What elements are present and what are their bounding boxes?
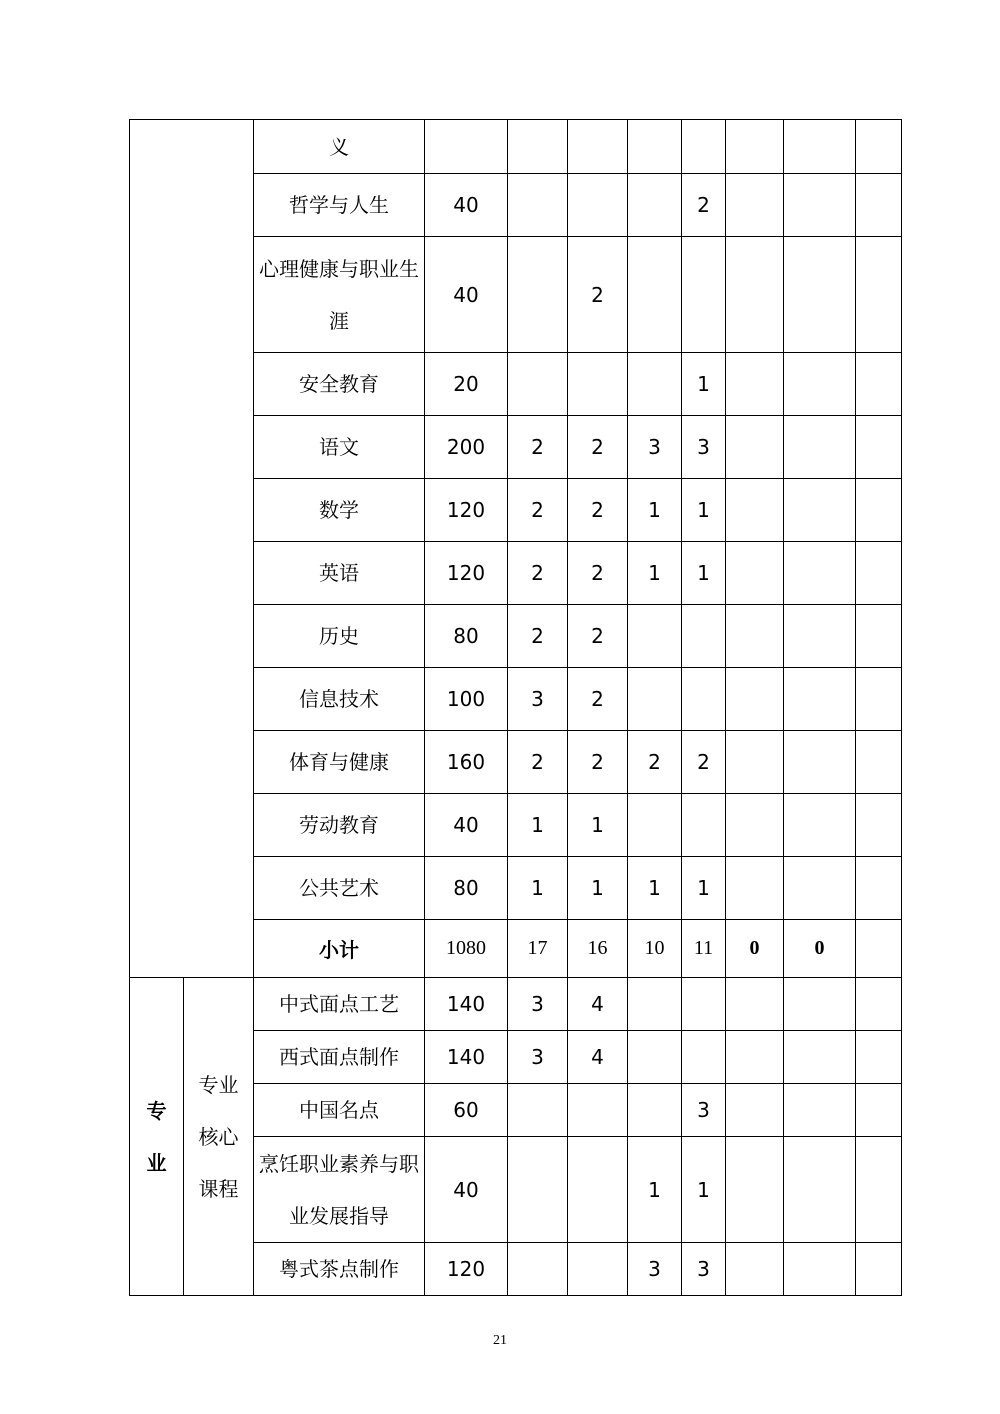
sem1-cell bbox=[508, 120, 568, 174]
sem7-cell bbox=[856, 1243, 902, 1296]
sem3-cell: 1 bbox=[628, 479, 682, 542]
hours-cell: 40 bbox=[425, 237, 508, 353]
subcategory-line: 专业 bbox=[198, 1072, 239, 1097]
subtotal-sem4: 11 bbox=[682, 920, 726, 978]
sem3-cell bbox=[628, 120, 682, 174]
sem1-cell: 2 bbox=[508, 542, 568, 605]
course-name: 语文 bbox=[254, 416, 425, 479]
course-name: 心理健康与职业生涯 bbox=[254, 237, 425, 353]
hours-cell: 100 bbox=[425, 668, 508, 731]
hours-cell: 160 bbox=[425, 731, 508, 794]
sem5-cell bbox=[726, 237, 784, 353]
sem1-cell: 2 bbox=[508, 605, 568, 668]
sem4-cell bbox=[682, 978, 726, 1031]
sem3-cell: 1 bbox=[628, 542, 682, 605]
sem6-cell bbox=[784, 978, 856, 1031]
sem4-cell: 3 bbox=[682, 416, 726, 479]
sem7-cell bbox=[856, 857, 902, 920]
sem5-cell bbox=[726, 120, 784, 174]
sem5-cell bbox=[726, 353, 784, 416]
course-name: 劳动教育 bbox=[254, 794, 425, 857]
sem3-cell bbox=[628, 605, 682, 668]
sem3-cell bbox=[628, 174, 682, 237]
sem1-cell: 2 bbox=[508, 479, 568, 542]
sem3-cell bbox=[628, 1031, 682, 1084]
subcategory-line: 课程 bbox=[198, 1176, 239, 1201]
sem7-cell bbox=[856, 1031, 902, 1084]
sem7-cell bbox=[856, 668, 902, 731]
sem2-cell bbox=[568, 1137, 628, 1243]
sem3-cell: 2 bbox=[628, 731, 682, 794]
sem1-cell: 2 bbox=[508, 731, 568, 794]
course-name: 英语 bbox=[254, 542, 425, 605]
sem7-cell bbox=[856, 978, 902, 1031]
sem2-cell: 1 bbox=[568, 857, 628, 920]
sem6-cell bbox=[784, 1243, 856, 1296]
subtotal-hours: 1080 bbox=[425, 920, 508, 978]
sem2-cell: 2 bbox=[568, 668, 628, 731]
subtotal-sem1: 17 bbox=[508, 920, 568, 978]
sem2-cell: 2 bbox=[568, 479, 628, 542]
sem1-cell: 2 bbox=[508, 416, 568, 479]
category-cell-public bbox=[130, 120, 254, 978]
sem2-cell bbox=[568, 174, 628, 237]
sem2-cell bbox=[568, 120, 628, 174]
sem6-cell bbox=[784, 416, 856, 479]
sem4-cell: 2 bbox=[682, 174, 726, 237]
course-name: 西式面点制作 bbox=[254, 1031, 425, 1084]
sem1-cell bbox=[508, 174, 568, 237]
sem4-cell: 3 bbox=[682, 1243, 726, 1296]
sem5-cell bbox=[726, 731, 784, 794]
course-name: 体育与健康 bbox=[254, 731, 425, 794]
sem5-cell bbox=[726, 1031, 784, 1084]
sem3-cell bbox=[628, 237, 682, 353]
hours-cell: 80 bbox=[425, 857, 508, 920]
sem7-cell bbox=[856, 1084, 902, 1137]
course-name: 安全教育 bbox=[254, 353, 425, 416]
sem7-cell bbox=[856, 605, 902, 668]
sem3-cell bbox=[628, 794, 682, 857]
sem6-cell bbox=[784, 120, 856, 174]
sem2-cell: 2 bbox=[568, 237, 628, 353]
course-name: 信息技术 bbox=[254, 668, 425, 731]
sem1-cell: 1 bbox=[508, 857, 568, 920]
sem4-cell: 1 bbox=[682, 353, 726, 416]
sem2-cell: 2 bbox=[568, 731, 628, 794]
sem2-cell: 2 bbox=[568, 416, 628, 479]
sem4-cell bbox=[682, 668, 726, 731]
subtotal-sem7 bbox=[856, 920, 902, 978]
table-row bbox=[130, 120, 902, 174]
sem3-cell bbox=[628, 668, 682, 731]
course-name: 粤式茶点制作 bbox=[254, 1243, 425, 1296]
sem2-cell: 2 bbox=[568, 605, 628, 668]
course-name: 烹饪职业素养与职业发展指导 bbox=[254, 1137, 425, 1243]
hours-cell: 60 bbox=[425, 1084, 508, 1137]
sem7-cell bbox=[856, 1137, 902, 1243]
sem3-cell: 1 bbox=[628, 857, 682, 920]
sem3-cell: 3 bbox=[628, 416, 682, 479]
subtotal-sem6: 0 bbox=[784, 920, 856, 978]
sem4-cell bbox=[682, 794, 726, 857]
sem6-cell bbox=[784, 1031, 856, 1084]
course-name: 数学 bbox=[254, 479, 425, 542]
sem3-cell: 3 bbox=[628, 1243, 682, 1296]
subtotal-sem3: 10 bbox=[628, 920, 682, 978]
hours-cell: 140 bbox=[425, 1031, 508, 1084]
subtotal-sem2: 16 bbox=[568, 920, 628, 978]
sem1-cell bbox=[508, 353, 568, 416]
sem5-cell bbox=[726, 416, 784, 479]
sem2-cell: 1 bbox=[568, 794, 628, 857]
sem6-cell bbox=[784, 605, 856, 668]
sem6-cell bbox=[784, 1084, 856, 1137]
sem6-cell bbox=[784, 353, 856, 416]
hours-cell bbox=[425, 120, 508, 174]
hours-cell: 140 bbox=[425, 978, 508, 1031]
sem1-cell bbox=[508, 1243, 568, 1296]
sem7-cell bbox=[856, 120, 902, 174]
sem1-cell bbox=[508, 1137, 568, 1243]
category-char: 专 bbox=[146, 1098, 167, 1123]
course-name: 义 bbox=[254, 120, 425, 174]
course-name: 公共艺术 bbox=[254, 857, 425, 920]
sem4-cell bbox=[682, 237, 726, 353]
sem3-cell bbox=[628, 1084, 682, 1137]
sem4-cell: 1 bbox=[682, 542, 726, 605]
table-row bbox=[130, 978, 902, 1031]
sem3-cell bbox=[628, 353, 682, 416]
sem6-cell bbox=[784, 237, 856, 353]
sem7-cell bbox=[856, 794, 902, 857]
sem7-cell bbox=[856, 416, 902, 479]
hours-cell: 40 bbox=[425, 174, 508, 237]
sem7-cell bbox=[856, 237, 902, 353]
sem5-cell bbox=[726, 857, 784, 920]
category-cell-professional bbox=[130, 978, 184, 1296]
sem6-cell bbox=[784, 857, 856, 920]
sem6-cell bbox=[784, 1137, 856, 1243]
sem5-cell bbox=[726, 1243, 784, 1296]
sem5-cell bbox=[726, 978, 784, 1031]
sem1-cell: 3 bbox=[508, 1031, 568, 1084]
subtotal-sem5: 0 bbox=[726, 920, 784, 978]
hours-cell: 20 bbox=[425, 353, 508, 416]
sem2-cell bbox=[568, 353, 628, 416]
sem7-cell bbox=[856, 479, 902, 542]
sem2-cell: 4 bbox=[568, 1031, 628, 1084]
sem6-cell bbox=[784, 731, 856, 794]
sem1-cell: 3 bbox=[508, 978, 568, 1031]
sem5-cell bbox=[726, 794, 784, 857]
sem5-cell bbox=[726, 1084, 784, 1137]
hours-cell: 40 bbox=[425, 794, 508, 857]
hours-cell: 200 bbox=[425, 416, 508, 479]
sem2-cell bbox=[568, 1084, 628, 1137]
course-name: 中国名点 bbox=[254, 1084, 425, 1137]
hours-cell: 120 bbox=[425, 542, 508, 605]
subcategory-cell-core bbox=[184, 978, 254, 1296]
hours-cell: 40 bbox=[425, 1137, 508, 1243]
sem6-cell bbox=[784, 668, 856, 731]
sem7-cell bbox=[856, 353, 902, 416]
page-number: 21 bbox=[493, 1333, 507, 1348]
sem1-cell: 1 bbox=[508, 794, 568, 857]
sem2-cell: 4 bbox=[568, 978, 628, 1031]
sem7-cell bbox=[856, 731, 902, 794]
sem4-cell bbox=[682, 1031, 726, 1084]
subcategory-line: 核心 bbox=[198, 1124, 239, 1149]
sem1-cell bbox=[508, 237, 568, 353]
hours-cell: 120 bbox=[425, 1243, 508, 1296]
sem4-cell: 3 bbox=[682, 1084, 726, 1137]
course-schedule-table bbox=[129, 119, 902, 1296]
sem5-cell bbox=[726, 1137, 784, 1243]
category-char: 业 bbox=[146, 1150, 167, 1175]
sem5-cell bbox=[726, 174, 784, 237]
sem4-cell: 2 bbox=[682, 731, 726, 794]
sem6-cell bbox=[784, 479, 856, 542]
sem2-cell: 2 bbox=[568, 542, 628, 605]
sem3-cell bbox=[628, 978, 682, 1031]
sem2-cell bbox=[568, 1243, 628, 1296]
sem4-cell: 1 bbox=[682, 479, 726, 542]
sem7-cell bbox=[856, 174, 902, 237]
sem4-cell bbox=[682, 605, 726, 668]
subtotal-label: 小计 bbox=[254, 920, 425, 978]
course-name: 哲学与人生 bbox=[254, 174, 425, 237]
course-name: 中式面点工艺 bbox=[254, 978, 425, 1031]
hours-cell: 120 bbox=[425, 479, 508, 542]
sem4-cell: 1 bbox=[682, 1137, 726, 1243]
course-name: 历史 bbox=[254, 605, 425, 668]
sem4-cell bbox=[682, 120, 726, 174]
sem5-cell bbox=[726, 668, 784, 731]
sem3-cell: 1 bbox=[628, 1137, 682, 1243]
sem1-cell: 3 bbox=[508, 668, 568, 731]
sem6-cell bbox=[784, 542, 856, 605]
sem6-cell bbox=[784, 174, 856, 237]
hours-cell: 80 bbox=[425, 605, 508, 668]
sem5-cell bbox=[726, 479, 784, 542]
sem6-cell bbox=[784, 794, 856, 857]
sem1-cell bbox=[508, 1084, 568, 1137]
sem5-cell bbox=[726, 542, 784, 605]
sem7-cell bbox=[856, 542, 902, 605]
sem4-cell: 1 bbox=[682, 857, 726, 920]
sem5-cell bbox=[726, 605, 784, 668]
